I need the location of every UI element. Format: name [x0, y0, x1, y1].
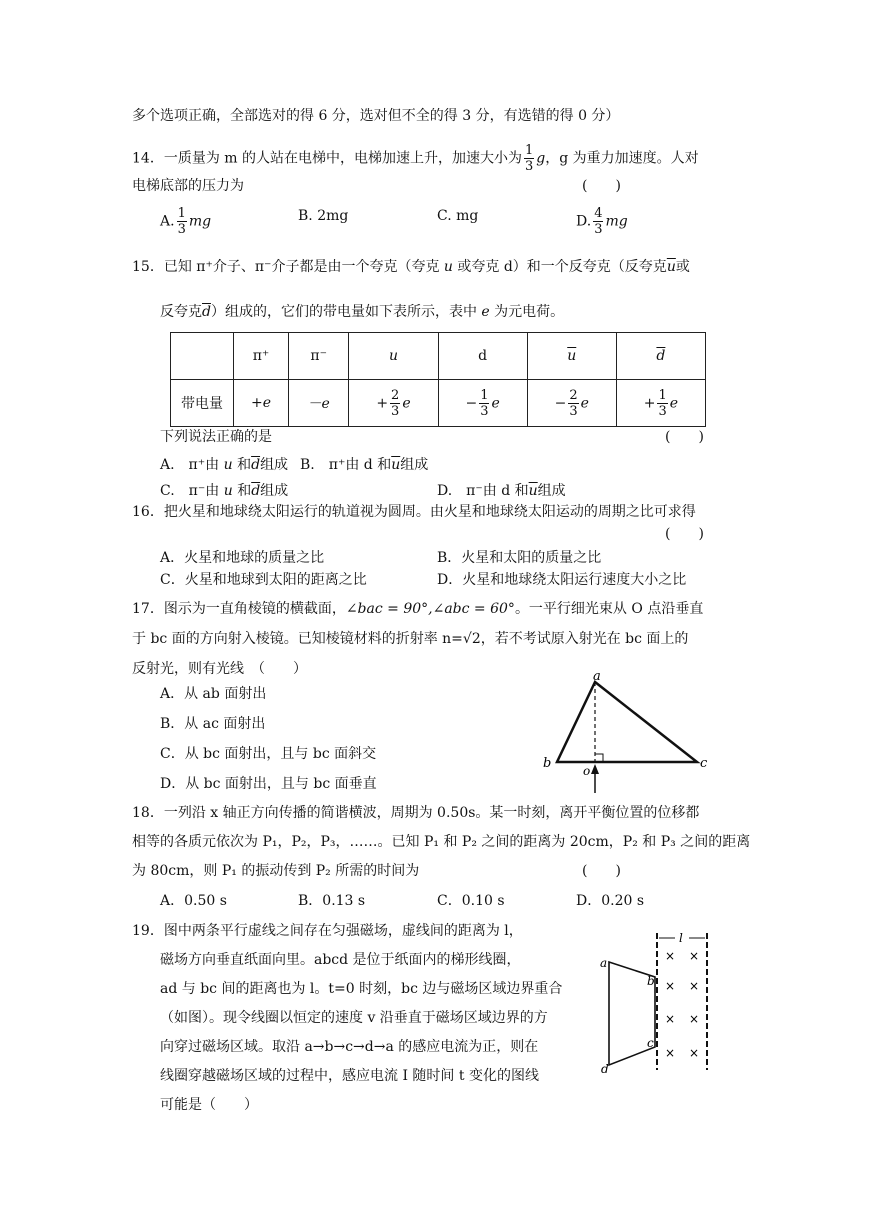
- q14-option-a: A. $\frac{1}{3}$ mg: [160, 206, 212, 237]
- label-o: o: [583, 764, 591, 778]
- q16-option-c: C．火星和地球到太阳的距离之比: [160, 572, 367, 588]
- label-b: b: [647, 974, 655, 988]
- field-cross-icon: ×: [665, 979, 676, 993]
- intro-text: 多个选项正确，全部选对的得 6 分，选对但不全的得 3 分，有选错的得 0 分）: [132, 108, 620, 124]
- q19-stem-line4: （如图）。现令线圈以恒定的速度 v 沿垂直于磁场区域边界的方: [160, 1010, 548, 1026]
- table-cell: $\overline{d}$: [616, 333, 705, 380]
- q17-option-d: D．从 bc 面射出，且与 bc 面垂直: [160, 776, 377, 792]
- q15-question: 下列说法正确的是: [160, 429, 272, 445]
- q15-answer-paren: ( ): [665, 429, 704, 445]
- table-header-row: [171, 333, 706, 380]
- q18-answer-paren: ( ): [582, 863, 621, 879]
- q15-option-b: B. π⁺由 d 和$\overline{u}$组成: [300, 457, 429, 473]
- q17-stem-line3: 反射光，则有光线 （ ）: [132, 661, 307, 677]
- prism-outline: [557, 682, 697, 762]
- prism-figure: [535, 668, 720, 803]
- table-cell: π⁻: [288, 333, 348, 380]
- q18-option-d: D．0.20 s: [576, 893, 645, 909]
- q18-stem-line3: 为 80cm，则 P₁ 的振动传到 P₂ 所需的时间为: [132, 863, 420, 879]
- label-a: a: [593, 669, 601, 684]
- q17-stem-line2: 于 bc 面的方向射入棱镜。已知棱镜材料的折射率 n=√2，若不考试原入射光在 bc 面上的: [132, 631, 689, 647]
- q14-option-b: B. 2mg: [298, 208, 349, 224]
- q18-option-c: C．0.10 s: [437, 893, 505, 909]
- table-cell: + $\frac{1}{3}$ e: [616, 380, 705, 427]
- q14-option-c: C. mg: [437, 208, 479, 224]
- q16-option-a: A．火星和地球的质量之比: [160, 550, 325, 566]
- table-cell: d: [438, 333, 527, 380]
- q16-option-d: D．火星和地球绕太阳运行速度大小之比: [437, 572, 687, 588]
- q19-stem-line6: 线圈穿越磁场区域的过程中，感应电流 I 随时间 t 变化的图线: [160, 1068, 539, 1084]
- table-cell: －e: [288, 380, 348, 427]
- table-cell: π⁺: [234, 333, 289, 380]
- table-cell: $\overline{u}$: [527, 333, 616, 380]
- q19-stem-line5: 向穿过磁场区域。取沿 a→b→c→d→a 的感应电流为正，则在: [160, 1039, 539, 1055]
- q14-answer-paren: ( ): [582, 178, 621, 194]
- q19-stem-line1: 19．图中两条平行虚线之间存在匀强磁场，虚线间的距离为 l，: [132, 923, 523, 939]
- q18-stem-line2: 相等的各质元依次为 P₁，P₂，P₃，……。已知 P₁ 和 P₂ 之间的距离为 20cm，P₂ 和 P₃ 之间的距离: [132, 834, 751, 850]
- q19-stem-line2: 磁场方向垂直纸面向里。abcd 是位于纸面内的梯形线圈，: [160, 952, 521, 968]
- field-cross-icon: ×: [689, 979, 700, 993]
- field-cross-icon: ×: [689, 1012, 700, 1026]
- q18-option-a: A．0.50 s: [160, 893, 227, 909]
- q15-option-a: A. π⁺由 u 和$\overline{d}$组成: [160, 457, 289, 473]
- q14-stem-line1: 14．一质量为 m 的人站在电梯中，电梯加速上升，加速大小为 $\frac{1}{3}$ g，g 为重力加速度。人对: [132, 143, 699, 174]
- q14-option-d: D. $\frac{4}{3}$ mg: [576, 206, 628, 237]
- field-crosses: [665, 949, 699, 1060]
- field-cross-icon: ×: [665, 1012, 676, 1026]
- fraction: $\frac{1}{3}$: [525, 143, 534, 174]
- field-cross-icon: ×: [665, 949, 676, 963]
- q19-stem-line3: ad 与 bc 间的距离也为 l。t=0 时刻，bc 边与磁场区域边界重合: [160, 981, 563, 997]
- q14-stem-line2: 电梯底部的压力为: [132, 178, 244, 194]
- table-cell: + $\frac{2}{3}$ e: [349, 380, 438, 427]
- coil-field-figure: [595, 925, 725, 1075]
- table-cell: [171, 333, 234, 380]
- table-cell: u: [349, 333, 438, 380]
- q19-stem-line7: 可能是（ ）: [160, 1097, 258, 1113]
- q18-option-b: B．0.13 s: [298, 893, 366, 909]
- label-c: c: [700, 756, 708, 771]
- table-cell: +e: [234, 380, 289, 427]
- label-b: b: [543, 756, 552, 771]
- q15-stem-line1: 15．已知 π⁺介子、π⁻介子都是由一个夸克（夸克 u 或夸克 d）和一个反夸克（反夸克$\overline{u}$或: [132, 259, 690, 275]
- label-c: c: [647, 1036, 654, 1050]
- table-cell: − $\frac{2}{3}$ e: [527, 380, 616, 427]
- q16-answer-paren: ( ): [665, 526, 704, 542]
- table-cell: 带电量: [171, 380, 234, 427]
- table-row: [171, 380, 706, 427]
- table-cell: − $\frac{1}{3}$ e: [438, 380, 527, 427]
- q15-stem-line2: 反夸克$\overline{d}$）组成的，它们的带电量如下表所示，表中 e 为元电荷。: [160, 304, 565, 320]
- q16-stem: 16．把火星和地球绕太阳运行的轨道视为圆周。由火星和地球绕太阳运动的周期之比可求得: [132, 504, 696, 520]
- q17-option-a: A．从 ab 面射出: [160, 686, 267, 702]
- q15-option-d: D. π⁻由 d 和$\overline{u}$组成: [437, 483, 566, 499]
- q17-option-c: C．从 bc 面射出，且与 bc 面斜交: [160, 746, 377, 762]
- q16-option-b: B．火星和太阳的质量之比: [437, 550, 602, 566]
- label-d: d: [601, 1062, 609, 1075]
- field-cross-icon: ×: [689, 949, 700, 963]
- label-l: l: [679, 931, 683, 945]
- q17-option-b: B．从 ac 面射出: [160, 716, 266, 732]
- charge-table: [170, 332, 706, 427]
- q17-stem-line1: 17．图示为一直角棱镜的横截面，∠bac = 90°,∠abc = 60°。一平行细光束从 O 点沿垂直: [132, 601, 704, 617]
- field-cross-icon: ×: [665, 1046, 676, 1060]
- q18-stem-line1: 18．一列沿 x 轴正方向传播的简谐横波，周期为 0.50s。某一时刻，离开平衡位置的位移都: [132, 805, 700, 821]
- field-cross-icon: ×: [689, 1046, 700, 1060]
- ray-arrow-icon: [591, 764, 599, 774]
- label-a: a: [600, 956, 608, 970]
- q15-option-c: C. π⁻由 u 和$\overline{d}$组成: [160, 483, 289, 499]
